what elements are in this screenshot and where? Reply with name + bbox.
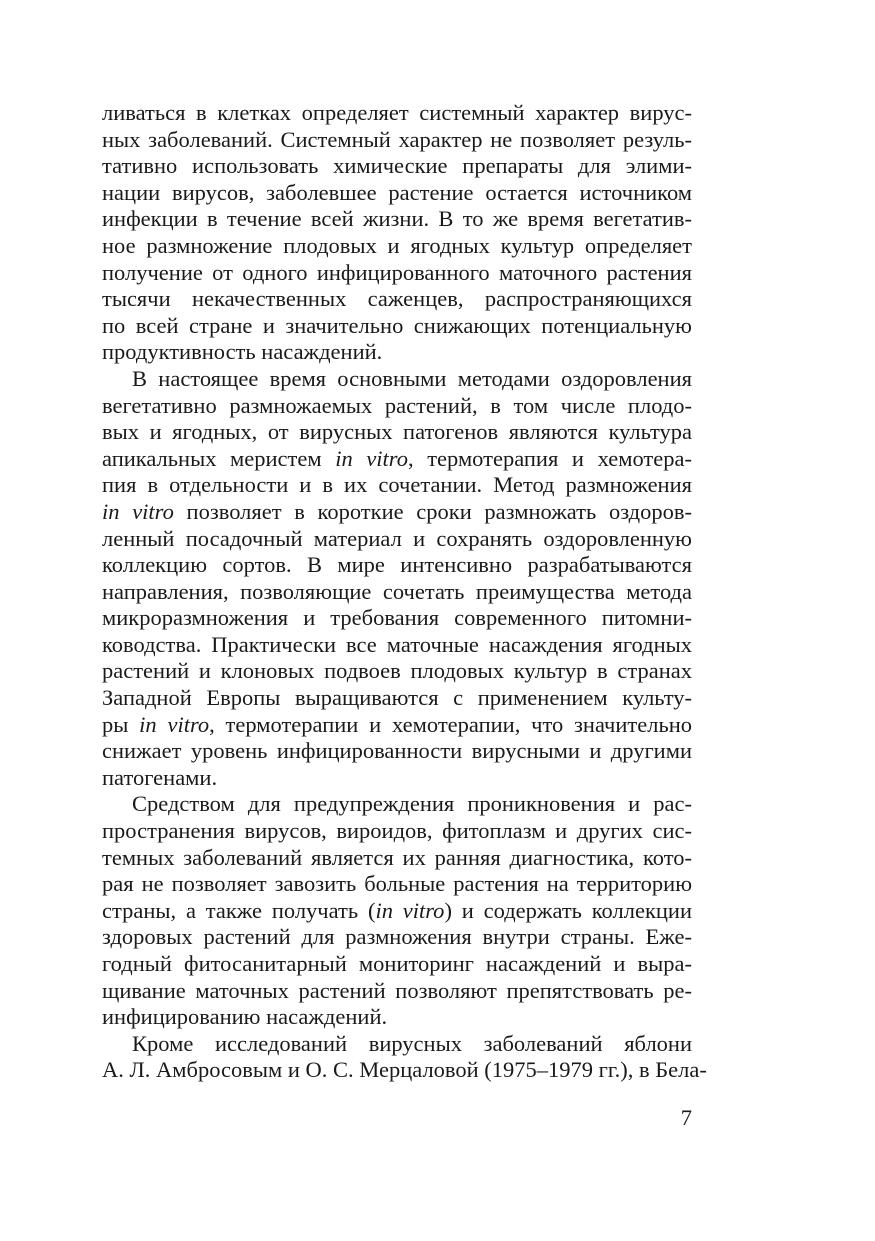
text-line: щивание маточных растений позволяют препятствовать ре-: [102, 977, 692, 1003]
text-line: Средством для предупреждения проникновения и рас-: [132, 791, 692, 817]
text-line: инфекции в течение всей жизни. В то же время вегетатив-: [102, 206, 692, 232]
italic-term: in vitro: [375, 897, 445, 923]
text-line: вегетативно размножаемых растений, в том числе плодо-: [102, 392, 692, 418]
paragraph: [102, 1030, 707, 1084]
text-line: инфицированию насаждений.: [102, 1004, 388, 1030]
text-line: [102, 499, 692, 526]
paragraph: [102, 100, 692, 366]
text-line: получение от одного инфицированного маточного растения: [102, 259, 692, 285]
italic-term: in vitro: [102, 498, 174, 524]
text-line: по всей стране и значительно снижающих потенциальную: [102, 312, 692, 338]
text-segment: страны, а также получать (: [102, 897, 376, 923]
text-line: ное размножение плодовых и ягодных культур определяет: [102, 232, 692, 258]
text-line: вых и ягодных, от вирусных патогенов являются культура: [102, 419, 692, 445]
text-line: направления, позволяющие сочетать преимущества метода: [102, 578, 692, 604]
text-line: продуктивность насаждений.: [102, 339, 383, 365]
text-line: [102, 898, 692, 925]
text-line: нации вирусов, заболевшее растение остается источником: [102, 179, 692, 205]
text-line: коллекцию сортов. В мире интенсивно разрабатываются: [102, 552, 692, 578]
page-number: 7: [680, 1105, 692, 1130]
text-segment: ) и содержать коллекции: [444, 897, 692, 923]
text-line: Западной Европы выращиваются с применением культу-: [102, 685, 692, 711]
text-line: В настоящее время основными методами оздоровления: [132, 365, 692, 391]
text-line: ководства. Практически все маточные насаждения ягодных: [102, 631, 692, 657]
text-line: тысячи некачественных саженцев, распространяющихся: [102, 286, 692, 312]
paragraph: [102, 366, 692, 792]
text-segment: апикальных меристем: [102, 445, 336, 471]
text-line: [102, 712, 692, 739]
text-line: пространения вирусов, вироидов, фитоплазм и других сис-: [102, 818, 692, 844]
text-segment: , термотерапия и хемотера-: [407, 445, 692, 471]
paragraph: [102, 791, 692, 1030]
text-segment: позволяет в короткие сроки размножать оздоров-: [173, 498, 692, 524]
text-line: снижает уровень инфицированности вирусными и другими: [102, 738, 692, 764]
text-line: пия в отдельности и в их сочетании. Метод размножения: [102, 472, 692, 498]
italic-term: in vitro: [139, 711, 210, 737]
text-line: ливаться в клетках определяет системный характер вирус-: [102, 100, 692, 125]
text-line: Кроме исследований вирусных заболеваний яблони: [132, 1030, 692, 1056]
text-line: микроразмножения и требования современного питомни-: [102, 605, 692, 631]
body-text: [102, 100, 707, 1084]
text-line: здоровых растений для размножения внутри страны. Еже-: [102, 924, 692, 950]
text-line: тативно использовать химические препараты для элими-: [102, 153, 692, 179]
text-line: ленный посадочный материал и сохранять оздоровленную: [102, 525, 692, 551]
text-line: патогенами.: [102, 764, 218, 790]
text-line: растений и клоновых подвоев плодовых культур в странах: [102, 658, 692, 684]
text-segment: ры: [102, 711, 140, 737]
text-line: ных заболеваний. Системный характер не позволяет резуль-: [102, 126, 692, 152]
text-line: А. Л. Амбросовым и О. С. Мерцаловой (1975–1979 гг.), в Бела-: [102, 1057, 707, 1083]
italic-term: in vitro: [335, 445, 408, 471]
text-line: годный фитосанитарный мониторинг насаждений и выра-: [102, 951, 692, 976]
text-line: темных заболеваний является их ранняя диагностика, кото-: [102, 844, 692, 870]
text-segment: , термотерапии и хемотерапии, что значительно: [209, 711, 692, 737]
text-line: [102, 446, 692, 473]
text-line: рая не позволяет завозить больные растения на территорию: [102, 871, 692, 897]
